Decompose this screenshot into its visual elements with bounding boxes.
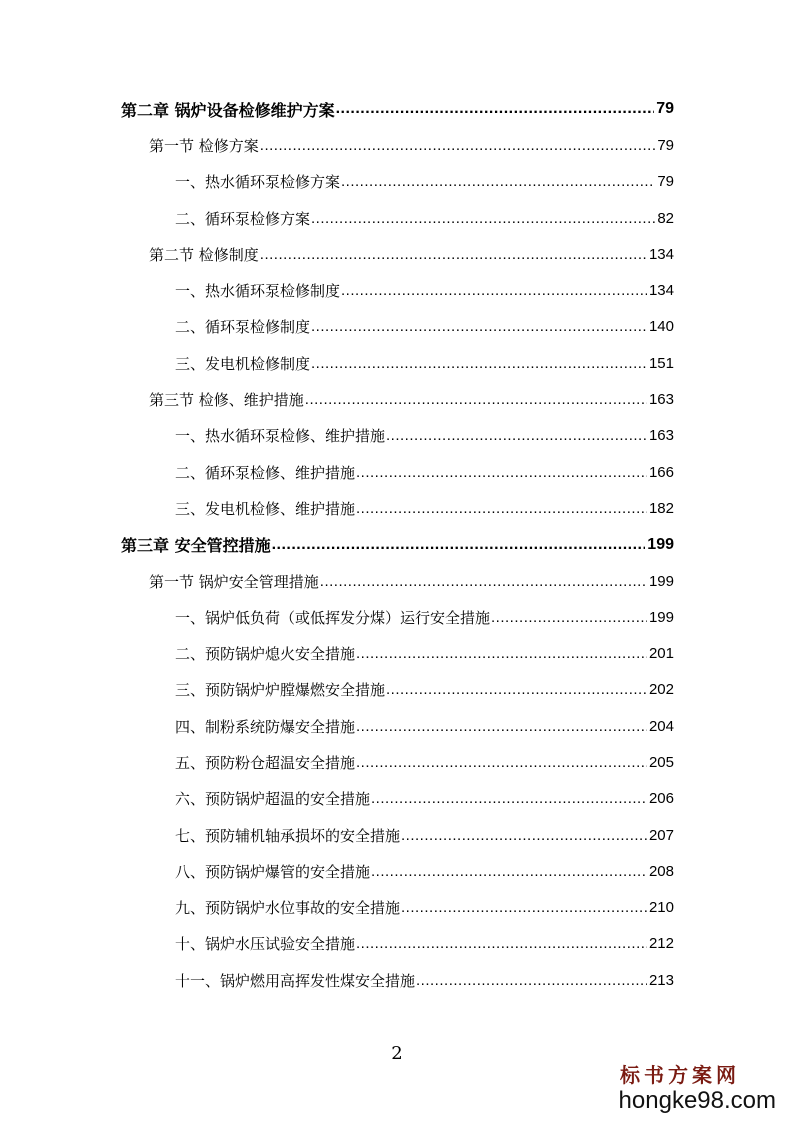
toc-entry[interactable] xyxy=(121,164,674,200)
toc-entry-page: 134 xyxy=(648,282,674,300)
toc-entry-title: 第二节 检修制度 xyxy=(149,245,259,264)
toc-entry-page: 207 xyxy=(648,826,674,844)
toc-entry[interactable] xyxy=(121,599,674,635)
toc-leader-dots xyxy=(491,610,647,625)
toc-leader-dots xyxy=(356,755,647,770)
toc-entry-page: 208 xyxy=(648,862,674,880)
toc-leader-dots xyxy=(416,973,647,988)
toc-entry[interactable] xyxy=(121,91,674,127)
toc-entry[interactable] xyxy=(121,381,674,417)
toc-entry-title: 二、循环泵检修制度 xyxy=(175,318,311,337)
toc-entry-page: 166 xyxy=(648,463,674,481)
toc-entry[interactable] xyxy=(121,527,674,563)
toc-entry-title: 第三章 安全管控措施 xyxy=(121,536,271,556)
toc-entry-page: 199 xyxy=(648,572,674,590)
toc-entry-page: 151 xyxy=(648,354,674,372)
toc-leader-dots xyxy=(260,247,647,262)
toc-entry-title: 九、预防锅炉水位事故的安全措施 xyxy=(175,899,401,918)
toc-leader-dots xyxy=(341,174,655,189)
toc-entry[interactable] xyxy=(121,635,674,671)
toc-entry-title: 第三节 检修、维护措施 xyxy=(149,391,304,410)
toc-leader-dots xyxy=(260,138,656,153)
toc-entry[interactable] xyxy=(121,345,674,381)
toc-leader-dots xyxy=(311,211,655,226)
toc-leader-dots xyxy=(305,392,647,407)
toc-leader-dots xyxy=(356,936,647,951)
toc-leader-dots xyxy=(356,646,647,661)
toc-entry[interactable] xyxy=(121,890,674,926)
toc-leader-dots xyxy=(401,828,647,843)
toc-entry[interactable] xyxy=(121,744,674,780)
toc-entry-title: 八、预防锅炉爆管的安全措施 xyxy=(175,862,371,881)
toc-entry-title: 六、预防锅炉超温的安全措施 xyxy=(175,790,371,809)
toc-entry-title: 第一节 检修方案 xyxy=(149,136,259,155)
toc-leader-dots xyxy=(356,501,647,516)
toc-entry-page: 204 xyxy=(648,717,674,735)
table-of-contents xyxy=(121,91,674,998)
toc-entry[interactable] xyxy=(121,272,674,308)
toc-entry[interactable] xyxy=(121,926,674,962)
toc-entry-title: 一、锅炉低负荷（或低挥发分煤）运行安全措施 xyxy=(175,608,491,627)
toc-leader-dots xyxy=(311,356,647,371)
watermark-site-name: 标书方案网 xyxy=(620,1063,740,1087)
toc-entry-title: 第一节 锅炉安全管理措施 xyxy=(149,572,319,591)
toc-entry-title: 五、预防粉仓超温安全措施 xyxy=(175,753,356,772)
toc-entry-page: 79 xyxy=(657,173,674,191)
toc-entry[interactable] xyxy=(121,309,674,345)
toc-entry[interactable] xyxy=(121,563,674,599)
toc-entry-title: 三、发电机检修、维护措施 xyxy=(175,499,356,518)
toc-entry-page: 206 xyxy=(648,790,674,808)
toc-entry[interactable] xyxy=(121,200,674,236)
toc-leader-dots xyxy=(386,428,647,443)
toc-leader-dots xyxy=(311,319,647,334)
toc-entry-title: 一、热水循环泵检修方案 xyxy=(175,173,341,192)
toc-entry-title: 二、循环泵检修方案 xyxy=(175,209,311,228)
toc-entry-title: 二、预防锅炉熄火安全措施 xyxy=(175,645,356,664)
page-number: 2 xyxy=(391,1043,403,1064)
toc-entry[interactable] xyxy=(121,708,674,744)
toc-entry-title: 二、循环泵检修、维护措施 xyxy=(175,463,356,482)
toc-entry-title: 三、发电机检修制度 xyxy=(175,354,311,373)
toc-leader-dots xyxy=(356,465,647,480)
toc-entry-page: 205 xyxy=(648,753,674,771)
toc-leader-dots xyxy=(336,101,655,117)
toc-entry-page: 210 xyxy=(648,899,674,917)
toc-entry-title: 四、制粉系统防爆安全措施 xyxy=(175,717,356,736)
toc-entry-page: 163 xyxy=(648,391,674,409)
toc-entry-page: 213 xyxy=(648,971,674,989)
toc-entry-title: 十一、锅炉燃用高挥发性煤安全措施 xyxy=(175,971,416,990)
toc-leader-dots xyxy=(320,574,647,589)
toc-entry-page: 140 xyxy=(648,318,674,336)
toc-entry-title: 三、预防锅炉炉膛爆燃安全措施 xyxy=(175,681,386,700)
watermark-logo xyxy=(576,1059,776,1114)
toc-entry-page: 212 xyxy=(648,935,674,953)
toc-entry[interactable] xyxy=(121,781,674,817)
toc-leader-dots xyxy=(272,537,646,553)
toc-entry[interactable] xyxy=(121,236,674,272)
toc-leader-dots xyxy=(401,900,647,915)
toc-entry-page: 82 xyxy=(657,209,674,227)
toc-entry-page: 163 xyxy=(648,427,674,445)
toc-entry-title: 第二章 锅炉设备检修维护方案 xyxy=(121,100,335,120)
toc-entry-title: 七、预防辅机轴承损坏的安全措施 xyxy=(175,826,401,845)
toc-leader-dots xyxy=(341,283,647,298)
toc-entry-page: 201 xyxy=(648,645,674,663)
toc-entry-title: 十、锅炉水压试验安全措施 xyxy=(175,935,356,954)
toc-entry[interactable] xyxy=(121,490,674,526)
toc-leader-dots xyxy=(386,682,647,697)
toc-entry-title: 一、热水循环泵检修制度 xyxy=(175,282,341,301)
toc-entry-page: 79 xyxy=(656,100,674,118)
toc-entry-title: 一、热水循环泵检修、维护措施 xyxy=(175,427,386,446)
toc-entry-page: 79 xyxy=(657,136,674,154)
toc-entry-page: 182 xyxy=(648,499,674,517)
toc-entry-page: 134 xyxy=(648,245,674,263)
toc-entry[interactable] xyxy=(121,672,674,708)
toc-leader-dots xyxy=(371,791,647,806)
toc-entry[interactable] xyxy=(121,418,674,454)
toc-entry[interactable] xyxy=(121,817,674,853)
toc-leader-dots xyxy=(356,719,647,734)
toc-entry[interactable] xyxy=(121,127,674,163)
toc-entry[interactable] xyxy=(121,962,674,998)
watermark-url: hongke98.com xyxy=(618,1087,776,1114)
toc-leader-dots xyxy=(371,864,647,879)
toc-entry-page: 199 xyxy=(648,608,674,626)
toc-entry[interactable] xyxy=(121,853,674,889)
toc-entry-page: 202 xyxy=(648,681,674,699)
toc-entry-page: 199 xyxy=(647,535,674,553)
toc-entry[interactable] xyxy=(121,454,674,490)
